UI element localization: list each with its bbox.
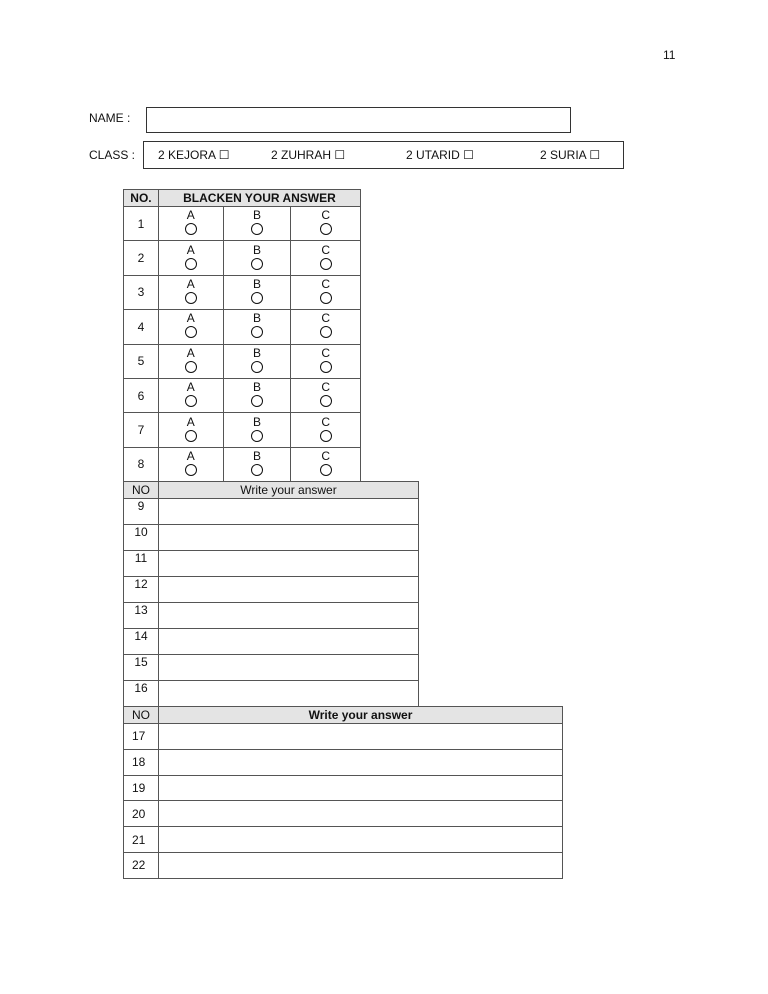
answer-row bbox=[124, 655, 419, 681]
option-cell[interactable] bbox=[223, 207, 291, 241]
answer-bubble-icon[interactable] bbox=[251, 361, 263, 373]
class-option-utarid[interactable]: 2 UTARID ☐ bbox=[406, 148, 474, 162]
answer-field[interactable] bbox=[159, 551, 419, 577]
option-cell[interactable] bbox=[158, 378, 223, 412]
answer-bubble-icon[interactable] bbox=[185, 258, 197, 270]
question-number: 12 bbox=[124, 577, 159, 603]
answer-bubble-icon[interactable] bbox=[320, 326, 332, 338]
name-field[interactable] bbox=[146, 107, 571, 133]
option-label: B bbox=[252, 448, 261, 463]
question-number: 1 bbox=[124, 207, 159, 241]
answer-bubble-icon[interactable] bbox=[251, 326, 263, 338]
question-number: 5 bbox=[124, 344, 159, 378]
answer-row bbox=[124, 827, 563, 853]
long-answer-table bbox=[123, 706, 563, 879]
question-number: 3 bbox=[124, 275, 159, 309]
answer-field[interactable] bbox=[159, 775, 563, 801]
option-label: B bbox=[252, 208, 261, 223]
option-cell[interactable] bbox=[291, 275, 361, 309]
option-cell[interactable] bbox=[158, 344, 223, 378]
short-header-answer: Write your answer bbox=[159, 482, 419, 499]
answer-bubble-icon[interactable] bbox=[320, 361, 332, 373]
option-label: B bbox=[252, 380, 261, 395]
answer-bubble-icon[interactable] bbox=[320, 430, 332, 442]
option-label: C bbox=[321, 380, 330, 395]
option-cell[interactable] bbox=[158, 275, 223, 309]
option-cell[interactable] bbox=[291, 344, 361, 378]
option-label: C bbox=[321, 208, 330, 223]
question-number: 18 bbox=[124, 749, 159, 775]
mcq-header-no: NO. bbox=[124, 190, 159, 207]
answer-field[interactable] bbox=[159, 629, 419, 655]
answer-bubble-icon[interactable] bbox=[185, 223, 197, 235]
question-number: 6 bbox=[124, 378, 159, 412]
question-number: 20 bbox=[124, 801, 159, 827]
question-number: 21 bbox=[124, 827, 159, 853]
answer-row bbox=[124, 629, 419, 655]
option-label: C bbox=[321, 345, 330, 360]
question-number: 19 bbox=[124, 775, 159, 801]
mcq-row bbox=[124, 207, 361, 241]
question-number: 13 bbox=[124, 603, 159, 629]
mcq-row bbox=[124, 344, 361, 378]
class-option-suria[interactable]: 2 SURIA ☐ bbox=[540, 148, 601, 162]
question-number: 2 bbox=[124, 241, 159, 275]
option-cell[interactable] bbox=[158, 207, 223, 241]
answer-bubble-icon[interactable] bbox=[185, 430, 197, 442]
answer-field[interactable] bbox=[159, 681, 419, 707]
option-cell[interactable] bbox=[158, 241, 223, 275]
question-number: 10 bbox=[124, 525, 159, 551]
option-cell[interactable] bbox=[223, 241, 291, 275]
class-option-zuhrah[interactable]: 2 ZUHRAH ☐ bbox=[271, 148, 346, 162]
question-number: 4 bbox=[124, 310, 159, 344]
answer-field[interactable] bbox=[159, 499, 419, 525]
option-cell[interactable] bbox=[291, 378, 361, 412]
option-label: A bbox=[186, 380, 195, 395]
option-cell[interactable] bbox=[291, 413, 361, 447]
class-box bbox=[143, 141, 624, 169]
option-cell[interactable] bbox=[223, 378, 291, 412]
answer-bubble-icon[interactable] bbox=[320, 258, 332, 270]
mcq-header-answer: BLACKEN YOUR ANSWER bbox=[158, 190, 360, 207]
answer-bubble-icon[interactable] bbox=[320, 464, 332, 476]
option-label: B bbox=[252, 345, 261, 360]
answer-bubble-icon[interactable] bbox=[185, 292, 197, 304]
answer-row bbox=[124, 603, 419, 629]
option-label: A bbox=[186, 414, 195, 429]
answer-row bbox=[124, 775, 563, 801]
answer-field[interactable] bbox=[159, 603, 419, 629]
option-cell[interactable] bbox=[223, 275, 291, 309]
class-label: CLASS : bbox=[89, 148, 136, 162]
answer-bubble-icon[interactable] bbox=[320, 395, 332, 407]
answer-field[interactable] bbox=[159, 525, 419, 551]
short-header-no: NO bbox=[124, 482, 159, 499]
answer-bubble-icon[interactable] bbox=[251, 464, 263, 476]
option-label: C bbox=[321, 448, 330, 463]
answer-row bbox=[124, 681, 419, 707]
mcq-row bbox=[124, 447, 361, 481]
short-answer-table bbox=[123, 481, 419, 707]
question-number: 16 bbox=[124, 681, 159, 707]
class-option-kejora[interactable]: 2 KEJORA ☐ bbox=[158, 148, 230, 162]
question-number: 8 bbox=[124, 447, 159, 481]
question-number: 11 bbox=[124, 551, 159, 577]
option-label: B bbox=[252, 276, 261, 291]
answer-field[interactable] bbox=[159, 827, 563, 853]
answer-bubble-icon[interactable] bbox=[185, 464, 197, 476]
answer-row bbox=[124, 724, 563, 750]
question-number: 9 bbox=[124, 499, 159, 525]
name-label: NAME : bbox=[89, 111, 131, 125]
option-cell[interactable] bbox=[291, 241, 361, 275]
answer-field[interactable] bbox=[159, 852, 563, 878]
answer-row bbox=[124, 852, 563, 878]
answer-bubble-icon[interactable] bbox=[251, 430, 263, 442]
answer-row bbox=[124, 749, 563, 775]
answer-bubble-icon[interactable] bbox=[251, 223, 263, 235]
answer-field[interactable] bbox=[159, 724, 563, 750]
option-label: B bbox=[252, 414, 261, 429]
answer-field[interactable] bbox=[159, 655, 419, 681]
mcq-row bbox=[124, 413, 361, 447]
option-label: A bbox=[186, 242, 195, 257]
mcq-row bbox=[124, 378, 361, 412]
mcq-row bbox=[124, 310, 361, 344]
question-number: 17 bbox=[124, 724, 159, 750]
question-number: 14 bbox=[124, 629, 159, 655]
question-number: 22 bbox=[124, 852, 159, 878]
answer-field[interactable] bbox=[159, 801, 563, 827]
answer-row bbox=[124, 525, 419, 551]
option-label: C bbox=[321, 414, 330, 429]
option-label: A bbox=[186, 311, 195, 326]
option-label: B bbox=[252, 311, 261, 326]
option-cell[interactable] bbox=[223, 447, 291, 481]
answer-row bbox=[124, 499, 419, 525]
answer-field[interactable] bbox=[159, 749, 563, 775]
answer-row bbox=[124, 551, 419, 577]
answer-bubble-icon[interactable] bbox=[320, 292, 332, 304]
question-number: 7 bbox=[124, 413, 159, 447]
option-label: A bbox=[186, 448, 195, 463]
answer-bubble-icon[interactable] bbox=[185, 361, 197, 373]
option-label: A bbox=[186, 208, 195, 223]
answer-bubble-icon[interactable] bbox=[251, 258, 263, 270]
answer-field[interactable] bbox=[159, 577, 419, 603]
option-cell[interactable] bbox=[158, 413, 223, 447]
answer-bubble-icon[interactable] bbox=[251, 395, 263, 407]
long-header-answer: Write your answer bbox=[159, 707, 563, 724]
answer-bubble-icon[interactable] bbox=[185, 326, 197, 338]
option-cell[interactable] bbox=[291, 310, 361, 344]
answer-bubble-icon[interactable] bbox=[320, 223, 332, 235]
mcq-table bbox=[123, 189, 361, 482]
option-label: B bbox=[252, 242, 261, 257]
mcq-row bbox=[124, 241, 361, 275]
option-cell[interactable] bbox=[223, 344, 291, 378]
option-label: A bbox=[186, 345, 195, 360]
option-label: C bbox=[321, 242, 330, 257]
answer-bubble-icon[interactable] bbox=[251, 292, 263, 304]
option-cell[interactable] bbox=[158, 310, 223, 344]
long-header-no: NO bbox=[124, 707, 159, 724]
option-cell[interactable] bbox=[223, 310, 291, 344]
option-label: A bbox=[186, 276, 195, 291]
answer-row bbox=[124, 801, 563, 827]
answer-row bbox=[124, 577, 419, 603]
option-label: C bbox=[321, 276, 330, 291]
option-cell[interactable] bbox=[158, 447, 223, 481]
option-cell[interactable] bbox=[291, 447, 361, 481]
mcq-row bbox=[124, 275, 361, 309]
option-cell[interactable] bbox=[223, 413, 291, 447]
option-label: C bbox=[321, 311, 330, 326]
page-number: 11 bbox=[663, 48, 676, 62]
question-number: 15 bbox=[124, 655, 159, 681]
option-cell[interactable] bbox=[291, 207, 361, 241]
answer-bubble-icon[interactable] bbox=[185, 395, 197, 407]
